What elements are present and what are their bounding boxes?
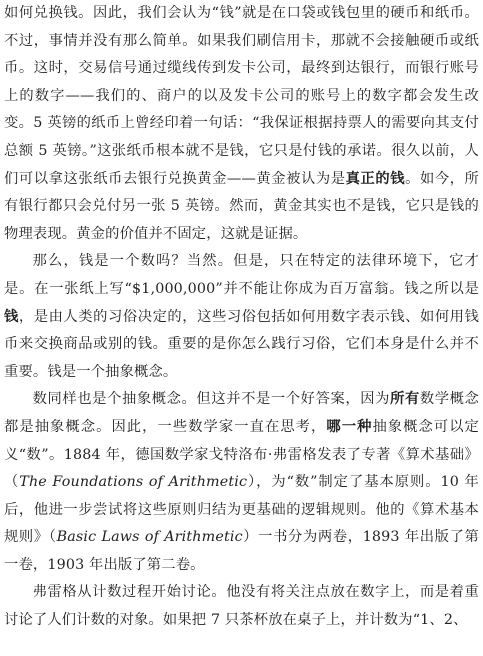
paragraph-text: 抽象概念可以定义“数”。1884 年，德国数学家戈特洛布·弗雷格发表了专著《算术基础》（ — [4, 418, 479, 491]
paragraph — [4, 579, 479, 634]
paragraph-text: 数学概念都是抽象概念。因此，一些数学家一直在思考， — [4, 391, 479, 435]
paragraph-text: ）一书分为两卷，1893 年出版了第一卷，1903 年出版了第二卷。 — [4, 529, 479, 573]
book-page — [4, 0, 479, 635]
paragraph — [4, 248, 479, 386]
paragraph — [4, 0, 479, 248]
paragraph-text: ），为“数”制定了基本原则。10 年后，他进一步尝试将这些原则归结为更基础的逻辑规则。他的《算术基本规则》（ — [4, 474, 479, 546]
paragraph — [4, 386, 479, 579]
emphasis-text: 钱 — [4, 308, 19, 325]
paragraph-text: 如何兑换钱。因此，我们会认为“钱”就是在口袋或钱包里的硬币和纸币。不过，事情并没有那么简单。如果我们刷信用卡，那就不会接触硬币或纸币。这时，交易信号通过缆线传到发卡公司，最终到达银行，而银行账号上的数字——我们的、商户的以及发卡公司的账号上的数字都会发生改变。5 英镑的纸币上曾经印着一句话：“我保证根据持票人的需要向其支付总额 5 英镑。”这张纸币根本就不是钱，它只是付钱的承诺。很久以前，人们可以拿这张纸币去银行兑换黄金——黄金被认为是 — [4, 5, 479, 187]
paragraph-text: 数同样也是个抽象概念。但这并不是一个好答案，因为 — [32, 391, 391, 408]
book-title-english: Basic Laws of Arithmetic — [56, 529, 243, 546]
emphasis-text: 真正的钱 — [345, 170, 406, 187]
paragraph-text: 。如今，所有银行都只会兑付另一张 5 英镑。然而，黄金其实也不是钱，它只是钱的物理表现。黄金的价值并不固定，这就是证据。 — [4, 170, 480, 242]
paragraph-text: ，是由人类的习俗决定的，这些习俗包括如何用数字表示钱、如何用钱币来交换商品或别的钱。重要的是你怎么践行习俗，它们本身是什么并不重要。钱是一个抽象概念。 — [4, 308, 479, 380]
paragraph-text: 那么，钱是一个数吗？当然。但是，只在特定的法律环境下，它才是。在一张纸上写“$1,000,000”并不能让你成为百万富翁。钱之所以是 — [4, 253, 479, 297]
emphasis-text: 哪一种 — [326, 418, 373, 435]
paragraph-text: 弗雷格从计数过程开始讨论。他没有将关注点放在数字上，而是着重讨论了人们计数的对象。如果把 7 只茶杯放在桌子上，并计数为“1、2、 — [4, 584, 479, 629]
emphasis-text: 所有 — [390, 391, 420, 408]
book-title-english: The Foundations of Arithmetic — [19, 474, 248, 491]
